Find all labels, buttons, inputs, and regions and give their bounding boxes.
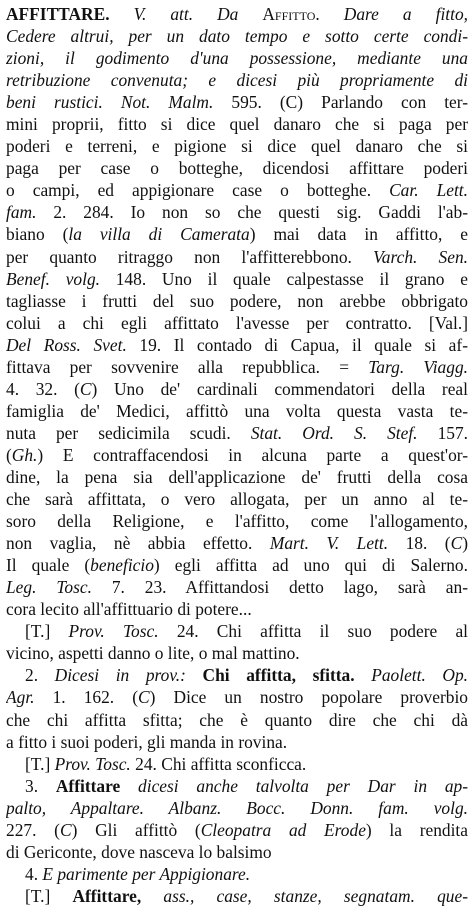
- line: [6, 775, 468, 797]
- line: [6, 356, 468, 378]
- line: [6, 488, 468, 510]
- text-run: (: [6, 444, 12, 465]
- line: [6, 135, 468, 157]
- italic-run: Varch. Sen.: [373, 246, 468, 267]
- line: [6, 444, 468, 466]
- line: [6, 25, 468, 47]
- italic-run: Leg. Tosc.: [6, 577, 92, 598]
- line: [6, 885, 468, 907]
- italic-run: palto, Appaltare. Albanz. Bocc. Donn. fam. volg.: [6, 797, 468, 818]
- line: [6, 731, 468, 753]
- italic-run: Dicesi in prov.:: [54, 665, 186, 686]
- text-run: ) la rendita: [365, 819, 468, 840]
- text-run: 18. (: [388, 533, 451, 554]
- small-caps-run: Affitto: [262, 4, 316, 24]
- line: [6, 797, 468, 819]
- italic-run: Gh.: [11, 444, 38, 465]
- text-run: 3.: [25, 775, 56, 796]
- dictionary-entry: [6, 3, 468, 907]
- text-run: [355, 665, 372, 685]
- text-run: ) Gli affittò (: [71, 819, 201, 840]
- text-run: ): [462, 533, 468, 554]
- text-run: a fitto i suoi poderi, gli manda in rovina.: [6, 731, 288, 752]
- italic-run: Prov. Tosc.: [54, 753, 131, 774]
- text-run: 24. Chi affitta sconficca.: [130, 753, 307, 774]
- text-run: 24. Chi affitta il suo podere al: [158, 621, 468, 642]
- line: [6, 157, 468, 179]
- line: [6, 334, 468, 356]
- text-run: [186, 665, 203, 685]
- text-run: 1. 162. (: [34, 687, 139, 708]
- italic-run: Car. Lett.: [389, 180, 468, 201]
- line: [6, 709, 468, 731]
- text-run: mini proprii, fitto si dice quel danaro che si paga per: [6, 114, 468, 135]
- italic-run: Mart. V. Lett.: [269, 533, 389, 554]
- line: [6, 510, 468, 532]
- text-run: ) Uno de' cardinali commendatori della real: [91, 378, 468, 399]
- italic-run: retribuzione convenuta; e dicesi più propriamente di: [6, 70, 468, 91]
- line: [6, 664, 468, 686]
- text-run: 2.: [25, 665, 55, 686]
- italic-run: beni rustici. Not. Malm.: [6, 92, 214, 113]
- italic-run: Benef. volg.: [6, 268, 100, 289]
- text-run: fittava per sovvenire alla repubblica. =: [6, 356, 369, 377]
- italic-run: Agr.: [6, 687, 35, 708]
- bold-run: AFFITTARE.: [6, 4, 110, 24]
- line: [6, 819, 468, 841]
- text-run: poderi e terreni, e pigione si dice quel danaro che si: [6, 136, 468, 157]
- text-run: vicino, aspetti danno o lite, o mal mattino.: [6, 643, 300, 664]
- italic-run: beneficio: [90, 555, 154, 576]
- line: [6, 246, 468, 268]
- italic-run: dicesi anche talvolta per Dar in ap-: [138, 775, 468, 796]
- text-run: 2. 284. Io non so che questi sig. Gaddi l'ab-: [36, 202, 468, 223]
- line: [6, 753, 468, 775]
- text-run: famiglia de' Medici, affittò una volta questa vasta te-: [6, 400, 468, 421]
- italic-run: ass., case, stanze, segnatam. que-: [163, 885, 468, 906]
- text-run: di Gericonte, dove nasceva lo balsimo: [6, 841, 272, 862]
- text-run: ) mai data in affitto, e: [249, 224, 468, 245]
- line: [6, 378, 468, 400]
- line: [6, 3, 468, 25]
- italic-run: C: [59, 819, 72, 840]
- line: [6, 179, 468, 201]
- italic-run: C: [450, 533, 463, 554]
- text-run: non vaglia, nè abbia effetto.: [6, 533, 270, 554]
- text-run: colui a chi egli affittato l'avesse per contratto. [Val.]: [6, 312, 468, 333]
- italic-run: Cedere altrui, per un dato tempo e sotto certe condi-: [6, 26, 468, 47]
- line: [6, 201, 468, 223]
- text-run: 595. (C) Parlando con ter-: [213, 92, 468, 113]
- italic-run: Targ. Viagg.: [368, 356, 468, 377]
- small-caps-run: [T.]: [25, 621, 69, 642]
- text-run: per quanto ritraggo non l'affitterebbono.: [6, 246, 374, 267]
- line: [6, 312, 468, 334]
- text-run: Il quale (: [6, 555, 91, 576]
- text-run: o campi, ed appigionare case o botteghe.: [6, 180, 390, 201]
- italic-run: Paolett. Op.: [371, 665, 468, 686]
- text-run: 157.: [417, 422, 468, 443]
- text-run: 4.: [25, 863, 43, 884]
- italic-run: Stat. Ord. S. Stef.: [250, 422, 418, 443]
- line: [6, 47, 468, 69]
- text-run: 227. (: [6, 819, 60, 840]
- line: [6, 290, 468, 312]
- bold-run: Chi affitta, sfitta.: [202, 665, 355, 686]
- text-run: cora lecito all'affittuario di potere...: [6, 599, 252, 620]
- italic-run: Dare a fitto,: [343, 4, 468, 24]
- line: [6, 620, 468, 642]
- text-run: paga per case o botteghe, dicendosi affittare poderi: [6, 158, 468, 179]
- italic-run: zioni, il godimento d'una possessione, mediante una: [6, 48, 468, 69]
- text-run: 7. 23. Affittandosi detto lago, sarà an-: [91, 577, 468, 598]
- line: [6, 91, 468, 113]
- italic-run: C: [79, 378, 92, 399]
- bold-run: Affittare,: [72, 885, 142, 906]
- text-run: biano (: [6, 224, 69, 245]
- line: [6, 576, 468, 598]
- italic-run: fam.: [6, 202, 37, 223]
- line: [6, 422, 468, 444]
- italic-run: la villa di Camerata: [68, 224, 250, 245]
- text-run: 148. Uno il quale calpestasse il grano e: [99, 268, 468, 289]
- bold-run: Affittare: [55, 775, 121, 796]
- line: [6, 223, 468, 245]
- text-run: [141, 886, 163, 906]
- text-run: soro della Religione, e l'affitto, come l'allogamento,: [6, 511, 468, 532]
- line: [6, 642, 468, 664]
- line: [6, 466, 468, 488]
- text-run: tagliasse i frutti del suo podere, non arebbe obbrigato: [6, 290, 468, 311]
- line: [6, 554, 468, 576]
- line: [6, 686, 468, 708]
- italic-run: Del Ross. Svet.: [6, 334, 127, 355]
- italic-run: V. att. Da: [133, 4, 263, 24]
- line: [6, 268, 468, 290]
- line: [6, 841, 468, 863]
- text-run: 19. Il contado di Capua, il quale si af-: [126, 334, 468, 355]
- line: [6, 863, 468, 885]
- text-run: [110, 4, 134, 24]
- italic-run: C: [138, 687, 150, 708]
- italic-run: Prov. Tosc.: [68, 621, 159, 642]
- text-run: 4. 32. (: [6, 378, 80, 399]
- small-caps-run: [T.]: [25, 885, 73, 906]
- line: [6, 400, 468, 422]
- line: [6, 69, 468, 91]
- line: [6, 532, 468, 554]
- italic-run: E parimente per Appigionare.: [42, 863, 251, 884]
- line: [6, 113, 468, 135]
- text-run: che sarà affittata, o vero allogata, per un anno al te-: [6, 489, 468, 510]
- text-run: che chi affitta sfitta; che è quanto dire che chi dà: [6, 709, 468, 730]
- text-run: .: [315, 4, 344, 24]
- text-run: ) Dice un nostro popolare proverbio: [149, 687, 468, 708]
- italic-run: Cleopatra ad Erode: [200, 819, 366, 840]
- text-run: ) egli affitta ad uno qui di Salerno.: [153, 555, 468, 576]
- small-caps-run: [T.]: [25, 753, 55, 774]
- line: [6, 598, 468, 620]
- text-run: [120, 776, 138, 796]
- text-run: dine, la pena sia dell'applicazione de' frutti della cosa: [6, 466, 468, 487]
- text-run: ) E contraffacendosi in alcuna parte a quest'or-: [37, 444, 468, 465]
- text-run: nuta per sedicimila scudi.: [6, 422, 251, 443]
